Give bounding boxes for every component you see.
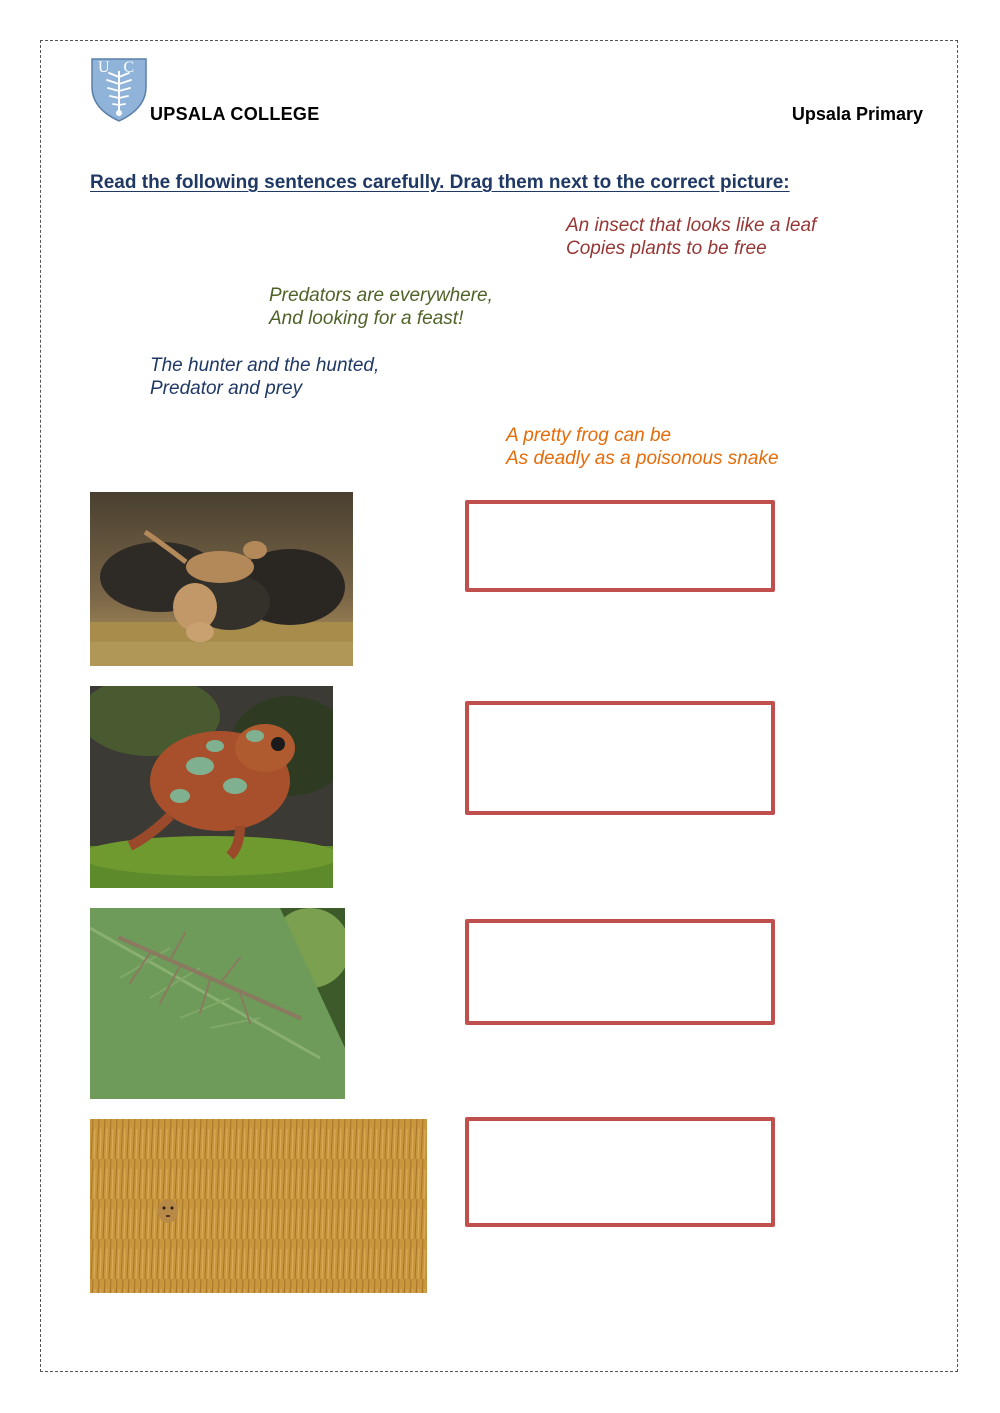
sentence-line: An insect that looks like a leaf: [566, 215, 817, 236]
draggable-sentence-insect[interactable]: [566, 214, 816, 260]
sentence-line: Copies plants to be free: [566, 238, 767, 259]
sentence-line: The hunter and the hunted,: [150, 355, 380, 376]
sentence-line: And looking for a feast!: [269, 308, 464, 329]
cheetah-hidden-in-grass-photo: [90, 1119, 427, 1293]
division-name: Upsala Primary: [791, 104, 923, 124]
logo-initials: UC: [98, 59, 149, 76]
poison-dart-frog-photo: [90, 686, 333, 888]
school-name: UPSALA COLLEGE: [150, 104, 320, 124]
stick-insect-on-leaf-photo: [90, 908, 345, 1099]
lioness-hunting-buffalo-photo: [90, 492, 353, 666]
drop-target-box[interactable]: [465, 919, 775, 1025]
sentence-line: Predator and prey: [150, 378, 303, 399]
draggable-sentence-predators[interactable]: [269, 284, 493, 330]
school-logo: [90, 57, 148, 123]
drop-target-box[interactable]: [465, 500, 775, 592]
sentence-line: A pretty frog can be: [506, 425, 672, 446]
instructions-heading: Read the following sentences carefully. Drag them next to the correct picture:: [90, 172, 790, 193]
sentence-line: As deadly as a poisonous snake: [506, 448, 779, 469]
sentence-line: Predators are everywhere,: [269, 285, 493, 306]
drop-target-box[interactable]: [465, 701, 775, 815]
draggable-sentence-hunter[interactable]: [150, 354, 379, 400]
draggable-sentence-frog[interactable]: [506, 424, 779, 470]
drop-target-box[interactable]: [465, 1117, 775, 1227]
